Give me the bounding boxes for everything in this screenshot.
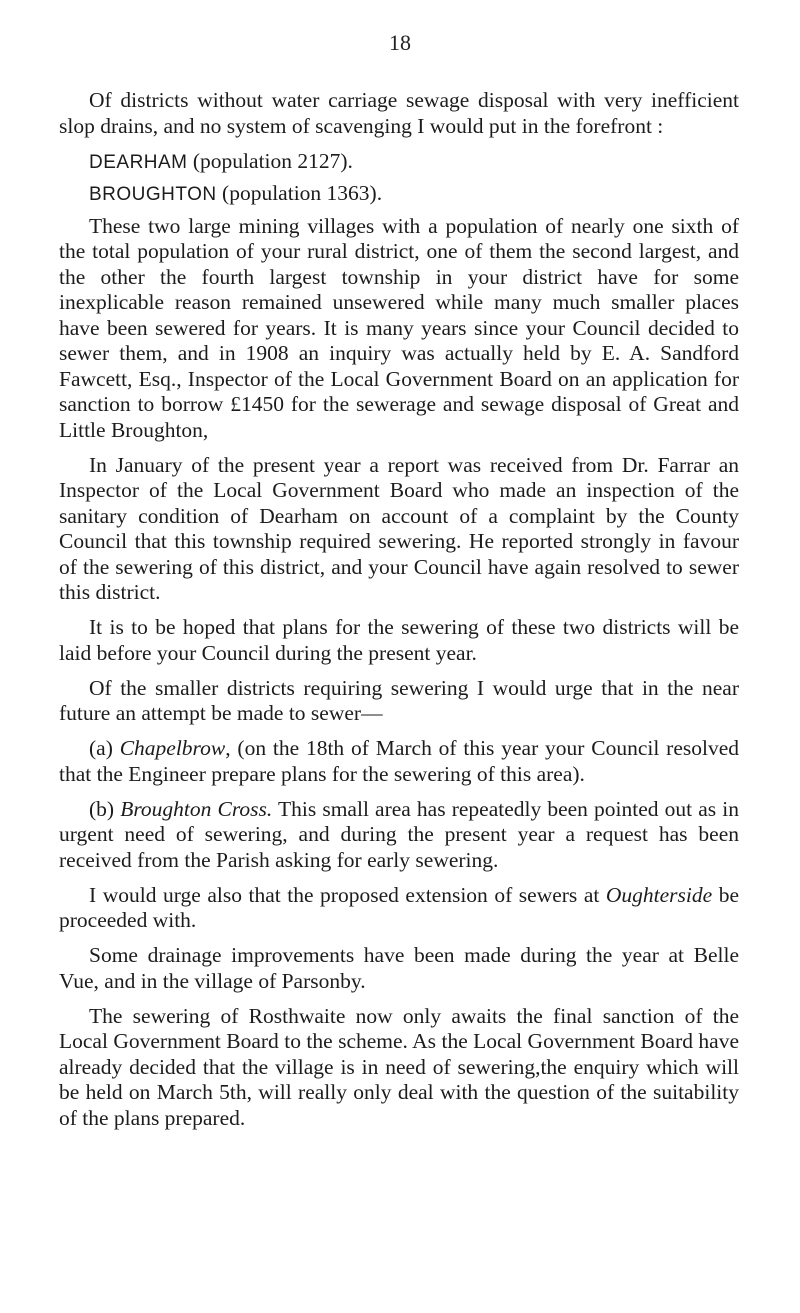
place-name: Oughterside xyxy=(605,882,713,907)
paragraph-smaller-districts: Of the smaller districts requiring sewering I would urge that in the near future an attempt be made to sewer— xyxy=(59,675,739,725)
place-name: Chapelbrow xyxy=(119,736,226,760)
paragraph-drainage: Some drainage improvements have been made during the year at Belle Vue, and in the village of Parsonby. xyxy=(59,943,739,993)
paragraph-intro: Of districts without water carriage sewage disposal with very inefficient slop drains, and no system of scavenging I would put in the forefront : xyxy=(59,88,739,138)
population-note: (population 1363). xyxy=(222,181,383,205)
list-item-text: This small area has repeatedly been pointed out as in urgent need of sewering, and during the present year a request has been received from the Parish asking for early sewering. xyxy=(59,796,739,872)
paragraph-text: I would urge also that the proposed extension of sewers at xyxy=(89,882,600,907)
list-item xyxy=(59,736,739,787)
paragraph-text: be proceeded with. xyxy=(59,882,740,932)
district-name: DEARHAM xyxy=(89,151,188,173)
list-marker: (a) xyxy=(89,736,113,760)
place-name: Broughton Cross. xyxy=(120,796,273,821)
paragraph-rosthwaite: The sewering of Rosthwaite now only awaits the final sanction of the Local Government Board to the scheme. As the Local Government Board have already decided that the village is in need of sewering,the enquiry which will be held on March 5th, will really only deal with the question of the suitability of the plans prepared. xyxy=(59,1003,739,1130)
paragraph-plans-hope: It is to be hoped that plans for the sewering of these two districts will be laid before your Council during the present year. xyxy=(59,615,739,665)
list-item xyxy=(59,797,739,874)
list-marker: (b) xyxy=(89,796,115,821)
paragraph-oughterside xyxy=(59,883,739,934)
body-text xyxy=(59,88,739,1141)
heading-dearham xyxy=(59,149,739,176)
paragraph-january-report: In January of the present year a report was received from Dr. Farrar an Inspector of the Local Government Board who made an inspection of the sanitary condition of Dearham on account of a complaint by the County Council that this township required sewering. He reported strongly in favour of the sewering of this district, and your Council have again resolved to sewer this district. xyxy=(59,452,739,604)
list-item-text: , (on the 18th of March of this year your Council resolved that the Engineer prepare plans for the sewering of this area). xyxy=(59,736,739,786)
page-number: 18 xyxy=(389,30,411,55)
paragraph-mining-villages: These two large mining villages with a population of nearly one sixth of the total population of your rural district, one of them the second largest, and the other the fourth largest township in your district have for some inexplicable reason remained unsewered while many much smaller places have been sewered for years. It is many years since your Council decided to sewer them, and in 1908 an inquiry was actually held by E. A. Sandford Fawcett, Esq., Inspector of the Local Government Board on an application for sanction to borrow £1450 for the sewerage and sewage disposal of Great and Little Broughton, xyxy=(59,213,739,442)
heading-broughton xyxy=(59,181,739,208)
district-name: BROUGHTON xyxy=(89,184,217,205)
population-note: (population 2127). xyxy=(192,148,353,173)
